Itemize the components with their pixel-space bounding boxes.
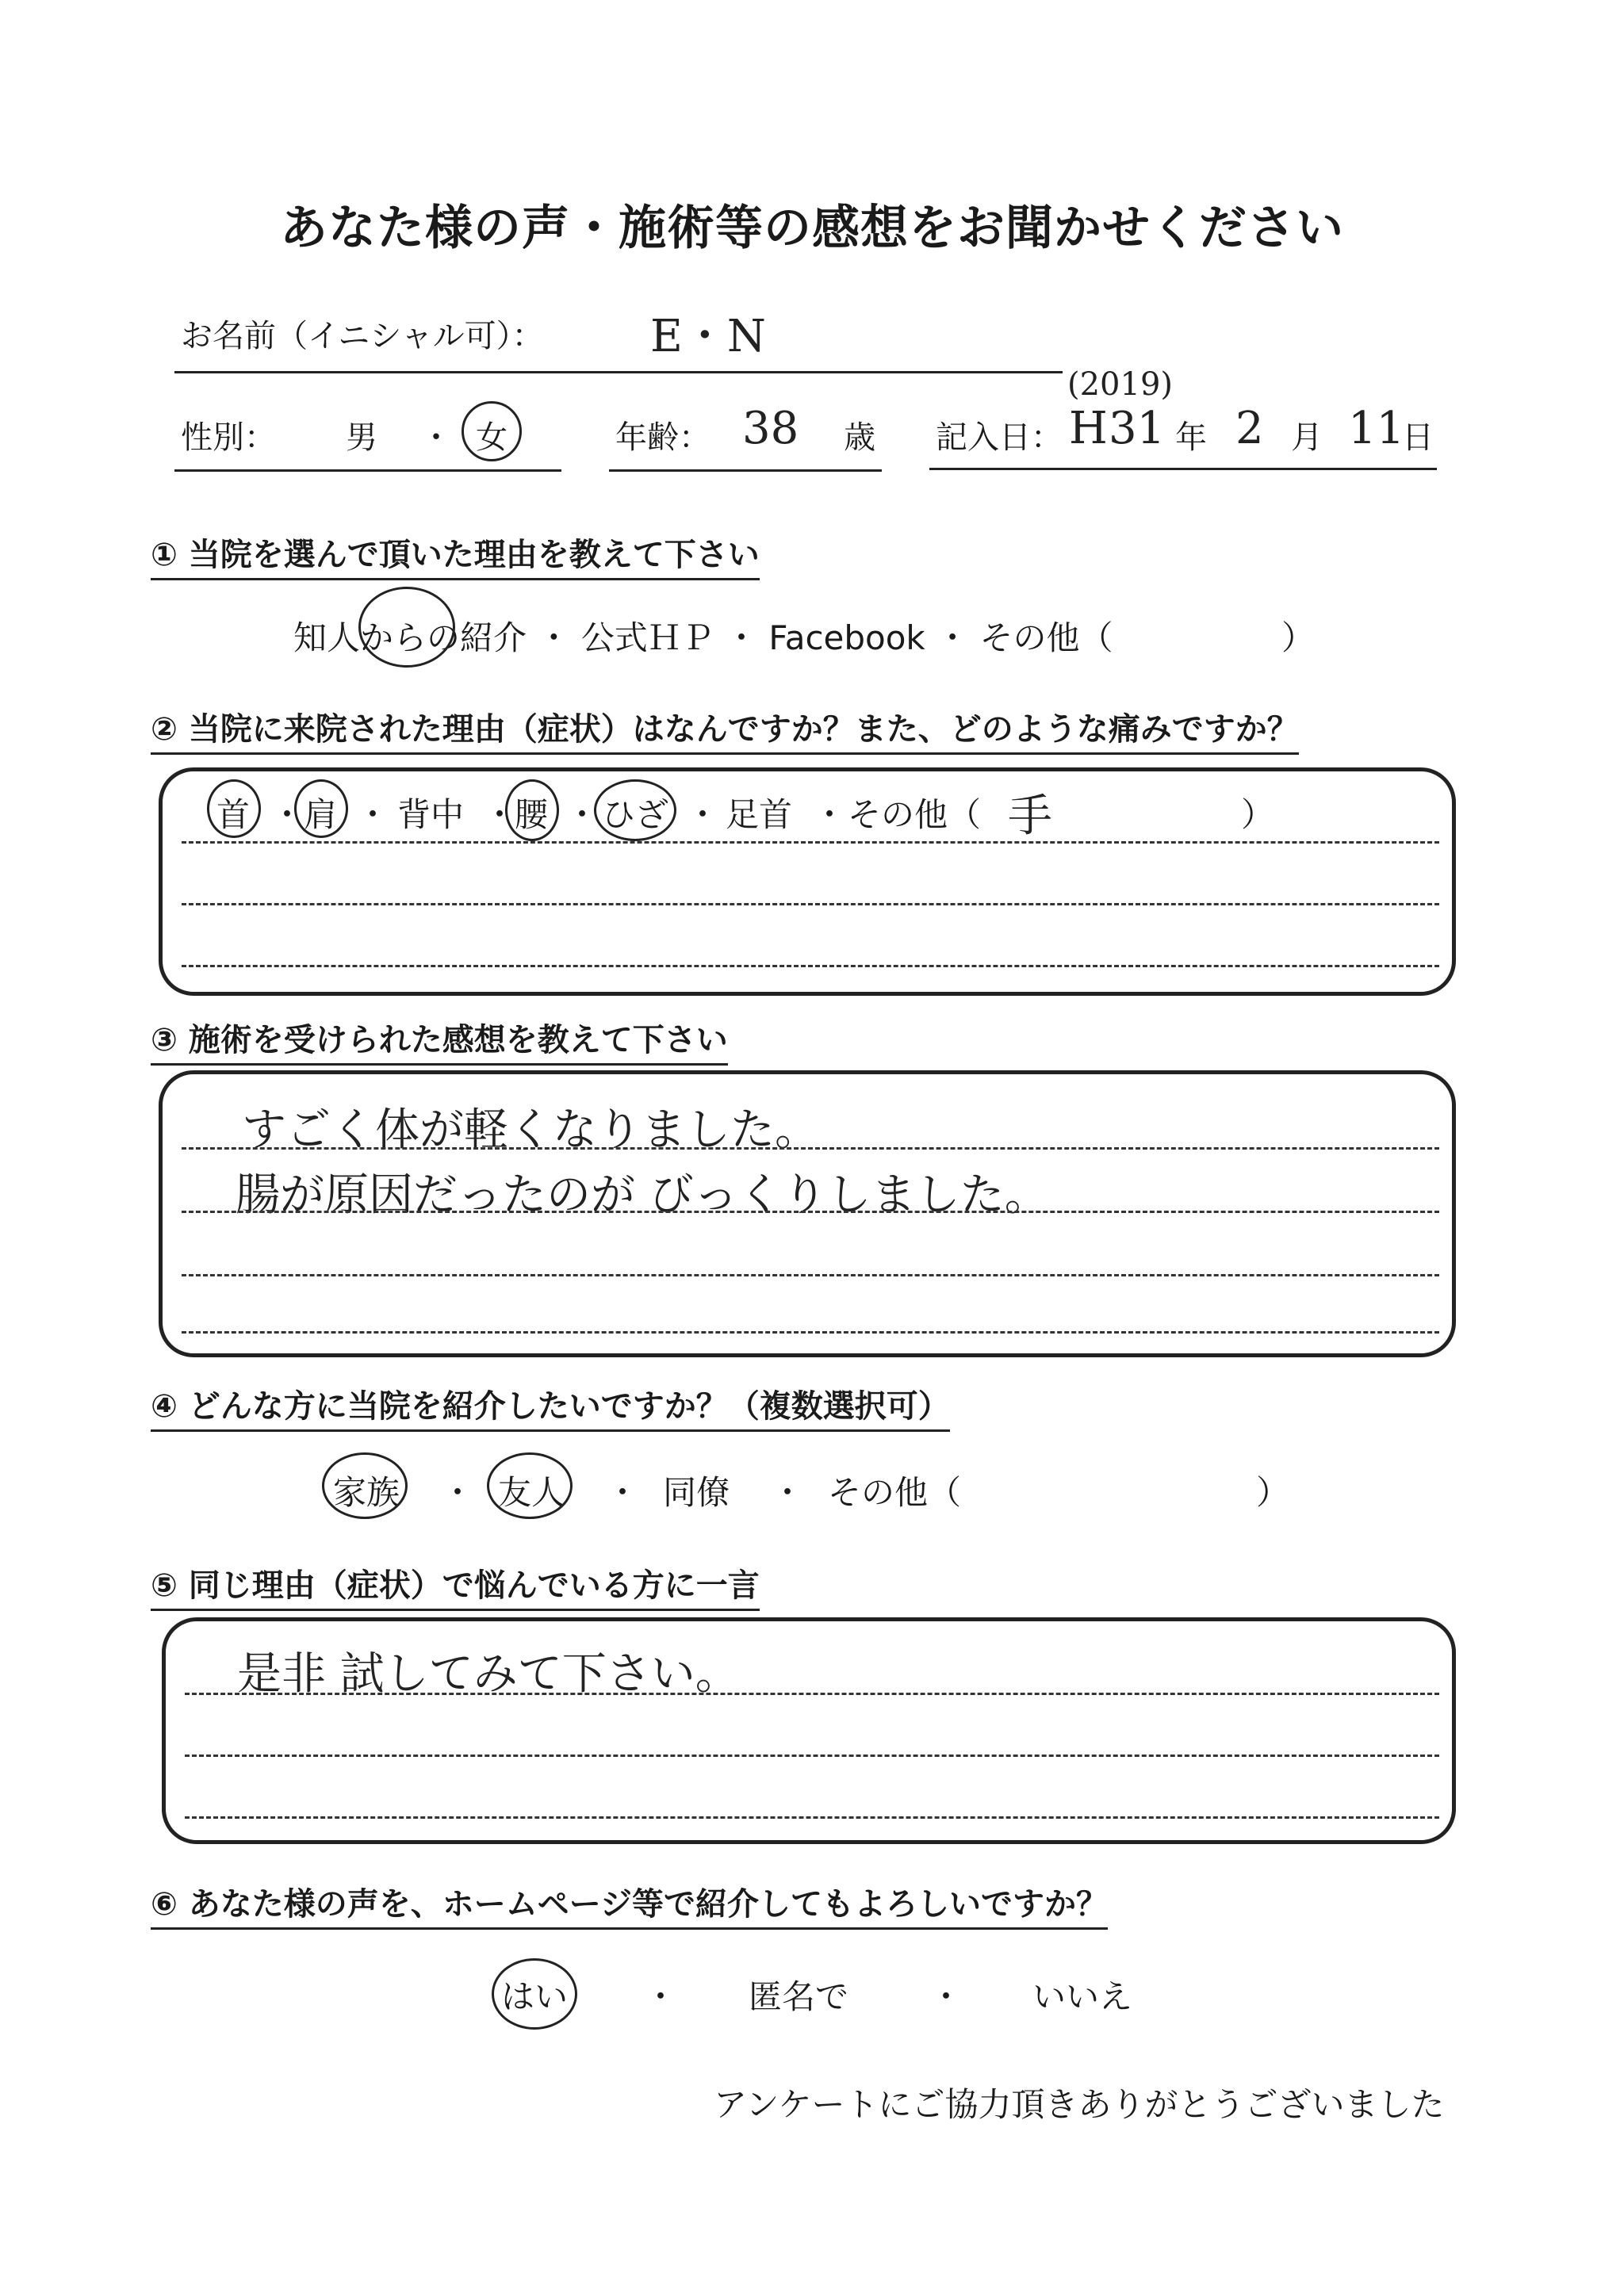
- q1-heading: ① 当院を選んで頂いた理由を教えて下さい: [151, 530, 760, 580]
- age-underline: [609, 469, 882, 472]
- q2-option-shoulder[interactable]: 肩: [304, 795, 338, 834]
- q2-option-neck[interactable]: 首: [216, 795, 251, 834]
- selection-circle: [322, 1452, 408, 1519]
- q2-close-paren: ）: [1241, 795, 1275, 834]
- answer-line: [185, 1693, 1439, 1695]
- answer-line: [185, 1816, 1439, 1819]
- selection-circle: [294, 779, 348, 838]
- date-month-unit: 月: [1291, 419, 1323, 456]
- q2-option-knee[interactable]: ひざ: [602, 795, 669, 834]
- q6-option-yes[interactable]: はい: [501, 1977, 569, 2016]
- answer-line: [182, 1274, 1439, 1276]
- q4-heading: ④ どんな方に当院を紹介したいですか？（複数選択可）: [151, 1381, 950, 1432]
- selection-circle: [207, 779, 261, 838]
- date-year-unit: 年: [1175, 419, 1207, 456]
- answer-line: [182, 1331, 1439, 1334]
- gender-separator: ・: [420, 419, 452, 456]
- separator: ・: [606, 1473, 640, 1512]
- q2-option-back[interactable]: 背中: [397, 795, 465, 834]
- q5-answer-line-1[interactable]: 是非 試してみて下さい。: [237, 1648, 740, 1700]
- gender-label: 性別：: [181, 419, 276, 456]
- age-label: 年齢：: [615, 419, 710, 456]
- date-day-unit: 日: [1402, 419, 1434, 456]
- age-unit: 歳: [844, 419, 875, 456]
- thank-you-note: アンケートにご協力頂きありがとうございました: [714, 2085, 1445, 2124]
- separator: ・: [813, 795, 847, 834]
- q3-answer-line-2[interactable]: 腸が原因だったのが びっくりしました。: [236, 1169, 1049, 1221]
- separator: ・: [441, 1473, 475, 1512]
- answer-line: [182, 903, 1439, 905]
- q5-answer-box: [162, 1617, 1456, 1844]
- name-value[interactable]: E・N: [650, 311, 766, 362]
- q5-heading: ⑤ 同じ理由（症状）で悩んでいる方に一言: [151, 1560, 760, 1611]
- q6-option-anonymous[interactable]: 匿名で: [749, 1977, 849, 2016]
- date-day[interactable]: 11: [1348, 403, 1405, 454]
- q3-answer-box: [159, 1070, 1456, 1357]
- date-month[interactable]: 2: [1235, 403, 1264, 454]
- q4-option-friend[interactable]: 友人: [498, 1473, 565, 1512]
- page-title: あなた様の声・施術等の感想をお聞かせください: [280, 201, 1344, 256]
- selection-circle: [462, 401, 522, 461]
- separator: ・: [565, 795, 599, 834]
- q3-heading: ③ 施術を受けられた感想を教えて下さい: [151, 1015, 728, 1066]
- q4-option-family[interactable]: 家族: [333, 1473, 400, 1512]
- answer-line: [182, 1147, 1439, 1150]
- separator: ・: [771, 1473, 805, 1512]
- answer-line: [182, 1211, 1439, 1213]
- q3-answer-line-1[interactable]: すごく体が軽くなりました。: [242, 1104, 819, 1156]
- separator: ・: [644, 1977, 678, 2016]
- q2-option-lower-back[interactable]: 腰: [515, 795, 549, 834]
- q1-options[interactable]: 知人からの紹介 ・ 公式ＨＰ ・ Facebook ・ その他（: [293, 618, 1113, 657]
- q2-option-other[interactable]: その他（: [848, 795, 982, 834]
- q1-close-paren: ）: [1281, 618, 1316, 657]
- name-label: お名前（イニシャル可）：: [181, 318, 544, 354]
- separator: ・: [356, 795, 390, 834]
- selection-circle: [492, 1958, 577, 2030]
- q4-close-paren: ）: [1256, 1473, 1290, 1512]
- answer-line: [185, 1755, 1439, 1757]
- date-label: 記入日：: [936, 419, 1063, 456]
- q2-other-value[interactable]: 手: [1008, 790, 1052, 842]
- separator: ・: [483, 795, 517, 834]
- selection-circle: [487, 1452, 573, 1519]
- q6-heading: ⑥ あなた様の声を、ホームページ等で紹介してもよろしいですか？: [151, 1879, 1108, 1930]
- answer-line: [182, 841, 1439, 844]
- q2-answer-box: [159, 767, 1456, 996]
- date-underline: [929, 468, 1437, 470]
- answer-line: [182, 965, 1439, 967]
- date-era-year[interactable]: 31: [1109, 403, 1166, 454]
- age-value[interactable]: 38: [742, 403, 799, 454]
- q4-option-coworker[interactable]: 同僚: [663, 1473, 730, 1512]
- separator: ・: [929, 1977, 963, 2016]
- name-underline: [174, 371, 1063, 373]
- date-era[interactable]: H: [1069, 403, 1108, 454]
- q2-heading: ② 当院に来院された理由（症状）はなんですか？また、どのような痛みですか？: [151, 704, 1299, 755]
- q4-option-other[interactable]: その他（: [828, 1473, 962, 1512]
- q6-option-no[interactable]: いいえ: [1032, 1977, 1133, 2016]
- q2-option-ankle[interactable]: 足首: [726, 795, 793, 834]
- gender-underline: [174, 469, 561, 472]
- selection-circle: [505, 779, 559, 841]
- selection-circle: [594, 779, 676, 841]
- gender-male-option[interactable]: 男: [346, 419, 377, 456]
- separator: ・: [686, 795, 720, 834]
- date-western-year-note: (2019): [1067, 366, 1174, 403]
- separator: ・: [270, 795, 304, 834]
- selection-circle: [358, 587, 455, 668]
- gender-female-option[interactable]: 女: [476, 419, 508, 456]
